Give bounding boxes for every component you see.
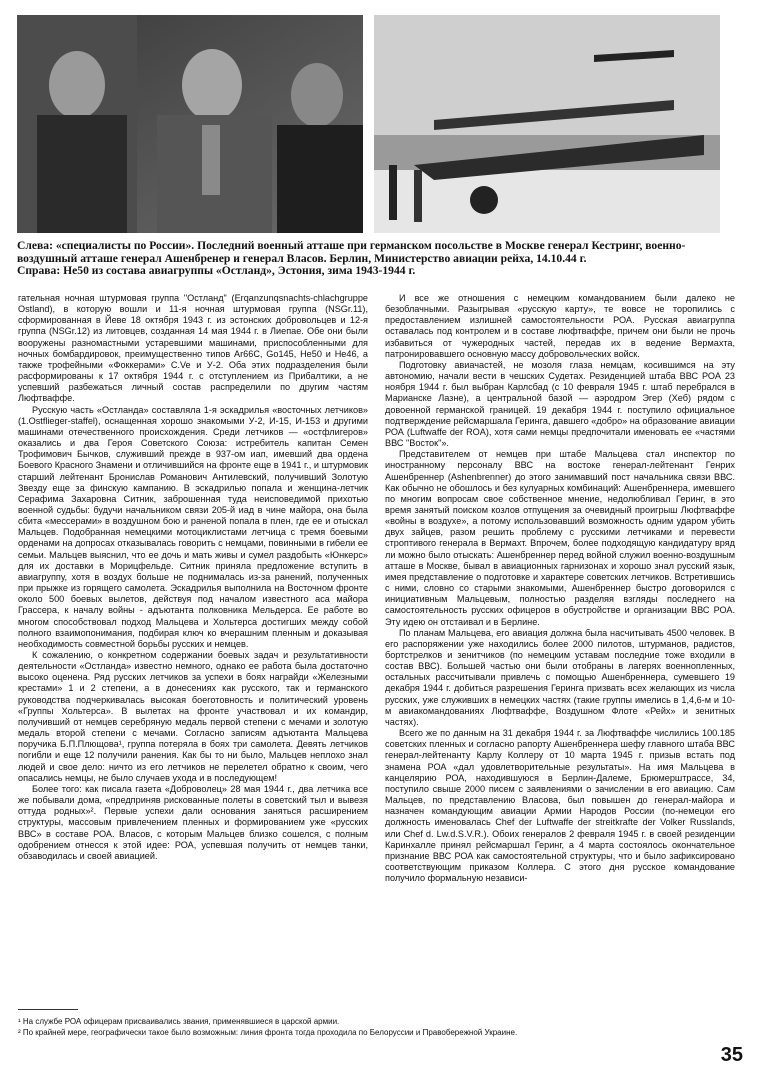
footnote: ¹ На службе РОА офицерам присваивались звания, применявшиеся в царской армии. bbox=[18, 1017, 340, 1026]
paragraph: Русскую часть «Остланда» составляла 1-я эскадрилья «восточных летчиков» (1.Ostflieger-staffel), оснащенная хорошо знакомыми У-2, И-15, И-153 и другими машинами отечественного происхождения. Среди летчиков — «остфлигеров» оказались и два Героя Советского Союза: истребитель капитан Семен Трофимович Бычков, служивший прежде в 937-ом иап, имевший два ордена Боевого Красного Знамени и отличившийся на фронте еще в 1941 г., и штурмовик старший лейтенант Бронислав Романович Антилевский, получивший Золотую Звезду еще за финскую кампанию. В эскадрилью попала и женщина-летчик Серафима Захаровна Ситник, заброшенная туда неисповедимой прихотью военной судьбы: будучи начальником связи 205-й иад в чине майора, она была сбита «мессерами» в воздушном бою и раненой попала в плен, где ее и отыскал Мальцев. Подобранная немецкими мотоциклистами летчица с тремя боевыми орденами на допросах отказывалась говорить с немцами, повинными в гибели ее семьи. Мальцев выяснил, что ее дочь и мать живы и сумел раздобыть «Юнкерс» для их доставки в Морицфельде. Ситник приняла предложение вступить в авиагруппу, хотя в воздух больше не поднималась из-за ранений, полученных при прыжке из горящего самолета. Эскадрилья выполнила на Восточном фронте около 500 боевых вылетов, действуя под началом известного аса майора Грассера, к началу войны - адъютанта полковника Мельдерса. Ее работе во многом способствовал подход Мальцева и Хольтерса достигших между собой полного взаимопонимания, подбирая ключ ко вчерашним пленным и доказывая необходимость совместной борьбы русских и немцев. bbox=[18, 404, 368, 649]
paragraph: Всего же по данным на 31 декабря 1944 г. за Люфтваффе числились 100.185 советских пленных и согласно рапорту Ашенбреннера шефу главного штаба ВВС генерал-лейтенанту Карлу Коллеру от 10 марта 1945 г. призыв встать под знамена РОА «дал удовлетворительные результаты». На имя Мальцева в канцелярию РОА, находившуюся в Берлин-Далеме, Брюмерштрассе, 34, поступило свыше 2000 писем с заявлениями о зачислении в его авиацию. Сам Мальцев, по представлению Власова, был повышен до генерал-майора и назначен командующим авиации Армии Народов России (по-немецки его должность именовалась Chef der Luftwaffe der streitkrafte der Volker Russlands, или Chef d. Lw.d.S.V.R.). Обоих генералов 2 февраля 1945 г. в своей резиденции Каринхалле принял рейсмаршал Геринг, а 4 марта состоялось окончательное признание ВВС РОА как самостоятельной структуры, что и было зафиксировано соответствующим приказом Коллера. С этого дня русское командование получило формальную независи- bbox=[385, 728, 735, 884]
paragraph: гательная ночная штурмовая группа "Остланд" (Erqanzunqsnachts-chlachgruppe Ostland), в которую вошли и 11-я ночная штурмовая группа (NSGr.11), сформированная в Йеве 18 октября 1943 г. из эстонских добровольцев и 12-я группа (NSGr.12) из литовцев, созданная 14 мая 1944 г. в Лиепае. Обе они были вооружены разномастными устаревшими машинами, приспособленными для ночных бомбардировок, преимущественно типов Ar66C, Go145, He50 и He46, а также трофейными «Фоккерами» C.Ve и У-2. Оба этих подразделения были расформированы к 17 октября 1944 г. с отступлением из Прибалтики, а не успевший разбежаться личный состав распределили по другим частям Люфтваффе. bbox=[18, 293, 368, 404]
paragraph: К сожалению, о конкретном содержании боевых задач и результативности деятельности «Остланда» известно немного, однако ее работа была достаточно высоко оценена. Ряд русских летчиков за успехи в боях награйди «Железными крестами» 1 и 2 степени, а в донесениях как русского, так и германского руководства подчеркивалась высокая боеготовность и политический уровень «Группы Хольтерса». В вылетах на фронте участвовал и их командир, получивший от немцев серебряную медаль первой степени с мечами и золотую медаль второй степени с мечами. Согласно записям адъютанта Мальцева поручика Б.П.Плющова¹, группа потеряла в боях три самолета. Девять летчиков погибли и еще 12 получили ранения. Как бы то ни было, Мальцев неплохо знал людей и свое дело: ничто из его летчиков не перелетел обратно к своим, чего опасались немцы, не было случаев ухода и в последующем! bbox=[18, 650, 368, 783]
paragraph: Подготовку авиачастей, не мозоля глаза немцам, косившимся на эту автономию, начали вести в чешских Судетах. Резиденцией штаба ВВС РОА 23 ноября 1944 г. был выбран Карлсбад (с 10 февраля 1945 г. штаб перебрался в Марианске Лазне), а центральной базой — аэродром Эгер (Хеб) рядом с довоенной германской границей. 19 декабря 1944 г. поступило официальное подтверждение рейсмаршала Геринга, давшего «добро» на образование авиации РОА (Luftwaffe der ROA), хотя сами немцы предпочитали именовать ее «частями ВВС "Восток"». bbox=[385, 359, 735, 449]
caption-left-text: «специалисты по России». Последний военный атташе при германском посольстве в Москве генерал Кестринг, военно-воздушный атташе генерал Ашенбренер и генерал Власов. Берлин, Министерство авиации рейха, 14.10.44 г. bbox=[17, 239, 686, 265]
footnotes bbox=[18, 1016, 718, 1038]
caption-left-label: Слева: bbox=[17, 239, 53, 252]
paragraph: И все же отношения с немецким командованием были далеко не безоблачными. Разыгрывая «русскую карту», те вовсе не торопились с предоставлением излишней самостоятельности РОА. Русская авиагруппа оставалась под контролем и в составе люфтваффе, причем они были не прочь избавиться от чужеродных частей, передав их в ведение Вермахта, патронировавшего основную массу добровольческих войск. bbox=[385, 293, 735, 359]
photo-he50-image bbox=[374, 15, 720, 233]
page-number: 35 bbox=[720, 1044, 743, 1066]
paragraph: Более того: как писала газета «Доброволец» 28 мая 1944 г., два летчика все же побывали дома, «предприняв рискованные полеты в советский тыл и вывезя оттуда родных»². Первые успехи дали основания заняться расширением структуры, массовым привлечением пленных и формированием уже «русских ВВС» в составе РОА. Власов, с которым Мальцев близко сошелся, с полным одобрением отнесся к этой идее: РОА, успевшая получить от немцев танки, обзаводилась и своей авиацией. bbox=[18, 783, 368, 861]
article-column-right bbox=[385, 293, 735, 884]
caption-right-text: Не50 из состава авиагруппы «Остланд», Эстония, зима 1943-1944 г. bbox=[63, 264, 416, 278]
photo-generals-image bbox=[17, 15, 363, 233]
photo-caption bbox=[17, 240, 741, 278]
photo-he50-aircraft bbox=[374, 15, 720, 233]
paragraph: По планам Мальцева, его авиация должна была насчитывать 4500 человек. В его распоряжении уже находились более 2000 пилотов, штурманов, радистов, бортстрелков и зенитчиков (по немецким уставам последние тоже входили в состав ВВС). Большей частью они были отобраны в лагерях военнопленных, остальных рассчитывали привлечь с помощью Ашенбреннера, сумевшего 19 декабря 1944 г. добиться разрешения Геринга призвать всех желающих из числа русских, уже служивших в немецких частях (такие группы имелись в 1,4,6-м и 10-м авиакомандованиях Люфтваффе, Воздушном Флоте «Рейх» и зенитных частях). bbox=[385, 627, 735, 727]
article-column-left bbox=[18, 293, 368, 862]
footnote-divider bbox=[18, 1009, 78, 1010]
footnote: ² По крайней мере, географически такое было возможным: линия фронта тогда проходила по Белоруссии и Правобережной Украине. bbox=[18, 1028, 518, 1037]
photo-generals bbox=[17, 15, 363, 233]
caption-right-label: Справа: bbox=[17, 264, 61, 278]
paragraph: Представителем от немцев при штабе Мальцева стал инспектор по иностранному персоналу ВВС на востоке генерал-лейтенант Генрих Ашенбреннер (Ashenbrenner) до этого занимавший пост начальника связи ВВС. Как обычно не обошлось и без кулуарных комбинаций: Ашенбреннера, имевшего по многим вопросам свое собственное мнение, недолюбливал Геринг, в это время занятый поиском козлов отпущения за очевидный проигрыш Люфтваффе «войны в воздухе», а потому использовавший возможность одним ударом убить двух зайцев, разом решить проблему с русскими летчиками и перевести строптивого генерала в Вермахт. Впрочем, более подходящую кандидатуру вряд ли можно было отыскать: Ашенбреннер перед войной служил военно-воздушным атташе в Москве, бывал в авиационных гарнизонах и хорошо знал русский язык, имея представление о подготовке и характере советских летчиков. Встретившись с ними, словно со старыми знакомыми, Ашенбреннер быстро договорился с инициативным Мальцевым, полностью разделяя взгляды последнего на самостоятельность русских офицеров в обустройстве и организации ВВС РОА. Эту идею он отстаивал и в Берлине. bbox=[385, 449, 735, 627]
